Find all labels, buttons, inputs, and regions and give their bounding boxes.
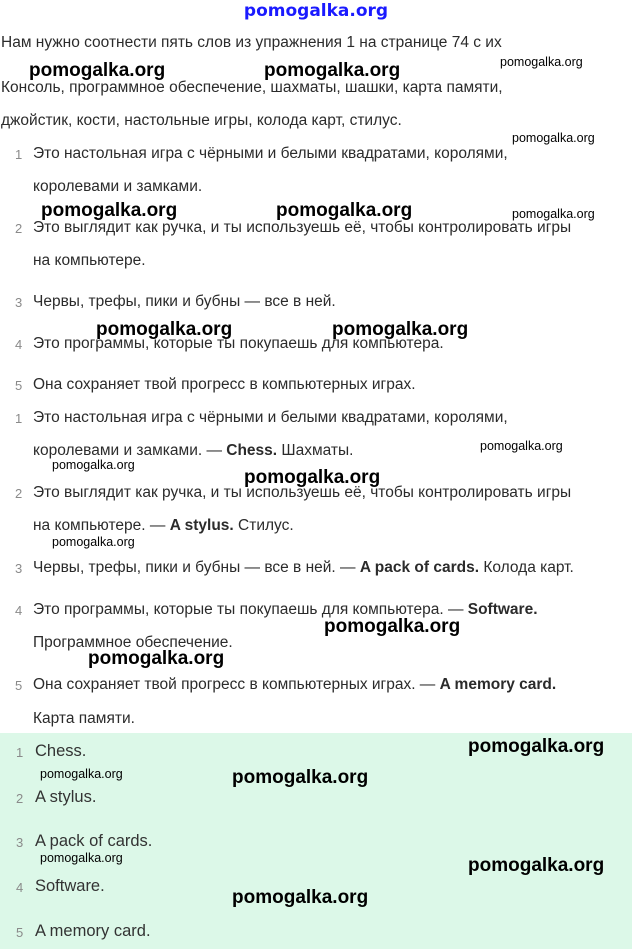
solution-prefix: королевами и замками. —	[33, 442, 227, 459]
list-number: 5	[15, 378, 23, 393]
solution-prefix: Это программы, которые ты покупаешь для компьютера. —	[33, 601, 468, 618]
list-number: 2	[15, 221, 23, 236]
watermark: pomogalka.org	[324, 616, 461, 637]
list-number: 5	[15, 678, 23, 693]
solution-text: Это настольная игра с чёрными и белыми квадратами, королями,	[33, 409, 508, 426]
solution-translation: Стилус.	[233, 517, 294, 534]
answer-text: A memory card.	[35, 922, 151, 940]
list-number: 4	[15, 603, 23, 618]
solution-text	[33, 517, 294, 535]
solution-text	[33, 676, 556, 694]
solution-prefix: Она сохраняет твой прогресс в компьютерных играх. —	[33, 676, 440, 693]
question-text: на компьютере.	[33, 252, 146, 269]
solution-translation: Шахматы.	[277, 442, 354, 459]
answer-text: A stylus.	[35, 788, 97, 806]
answer-number: 1	[16, 745, 24, 760]
answer-text: A pack of cards.	[35, 832, 153, 850]
answer-number: 2	[16, 791, 24, 806]
list-number: 1	[15, 147, 23, 162]
answer-number: 3	[16, 835, 24, 850]
list-number: 2	[15, 486, 23, 501]
watermark: pomogalka.org	[480, 439, 563, 453]
question-text: королевами и замками.	[33, 178, 203, 195]
question-text: Это настольная игра с чёрными и белыми квадратами, королями,	[33, 145, 508, 162]
solution-prefix: на компьютере. —	[33, 517, 170, 534]
watermark: pomogalka.org	[88, 648, 225, 669]
question-text: Червы, трефы, пики и бубны — все в ней.	[33, 293, 336, 310]
watermark: pomogalka.org	[512, 207, 595, 221]
list-number: 3	[15, 561, 23, 576]
watermark: pomogalka.org	[41, 200, 178, 221]
list-number: 3	[15, 295, 23, 310]
answer-term: A stylus.	[169, 517, 234, 534]
answer-term: A memory card.	[439, 676, 557, 693]
answer-term: Chess.	[226, 442, 278, 459]
watermark: pomogalka.org	[232, 767, 369, 788]
solution-text	[33, 601, 538, 619]
watermark: pomogalka.org	[468, 736, 605, 757]
watermark: pomogalka.org	[96, 319, 233, 340]
watermark: pomogalka.org	[232, 887, 369, 908]
solution-translation: Карта памяти.	[33, 710, 135, 727]
answer-text: Chess.	[35, 742, 87, 760]
watermark: pomogalka.org	[52, 458, 135, 472]
watermark: pomogalka.org	[264, 60, 401, 81]
watermark: pomogalka.org	[244, 467, 381, 488]
watermark: pomogalka.org	[40, 851, 123, 865]
answer-text: Software.	[35, 877, 105, 895]
question-text: Она сохраняет твой прогресс в компьютерных играх.	[33, 376, 416, 393]
list-number: 4	[15, 337, 23, 352]
intro-line: Нам нужно соотнести пять слов из упражнения 1 на странице 74 с их	[1, 34, 502, 51]
solution-translation: Колода карт.	[479, 559, 574, 576]
answer-term: A pack of cards.	[359, 559, 480, 576]
answer-number: 5	[16, 925, 24, 940]
question-text: Это выглядит как ручка, и ты используешь её, чтобы контролировать игры	[33, 219, 572, 236]
watermark: pomogalka.org	[468, 855, 605, 876]
answer-number: 4	[16, 880, 24, 895]
list-number: 1	[15, 411, 23, 426]
watermark: pomogalka.org	[332, 319, 469, 340]
intro-line: Консоль, программное обеспечение, шахматы, шашки, карта памяти,	[1, 79, 503, 96]
solution-text: Это выглядит как ручка, и ты используешь её, чтобы контролировать игры	[33, 484, 572, 501]
watermark: pomogalka.org	[512, 131, 595, 145]
solution-prefix: Червы, трефы, пики и бубны — все в ней. —	[33, 559, 360, 576]
solution-translation: Программное обеспечение.	[33, 634, 233, 651]
watermark: pomogalka.org	[500, 55, 583, 69]
answer-term: Software.	[467, 601, 538, 618]
watermark: pomogalka.org	[52, 535, 135, 549]
intro-line: джойстик, кости, настольные игры, колода карт, стилус.	[1, 112, 402, 129]
question-text: Это программы, которые ты покупаешь для компьютера.	[33, 335, 444, 352]
watermark: pomogalka.org	[29, 60, 166, 81]
watermark: pomogalka.org	[40, 767, 123, 781]
header-watermark[interactable]: pomogalka.org	[243, 1, 389, 21]
solution-text	[33, 559, 574, 577]
watermark: pomogalka.org	[276, 200, 413, 221]
